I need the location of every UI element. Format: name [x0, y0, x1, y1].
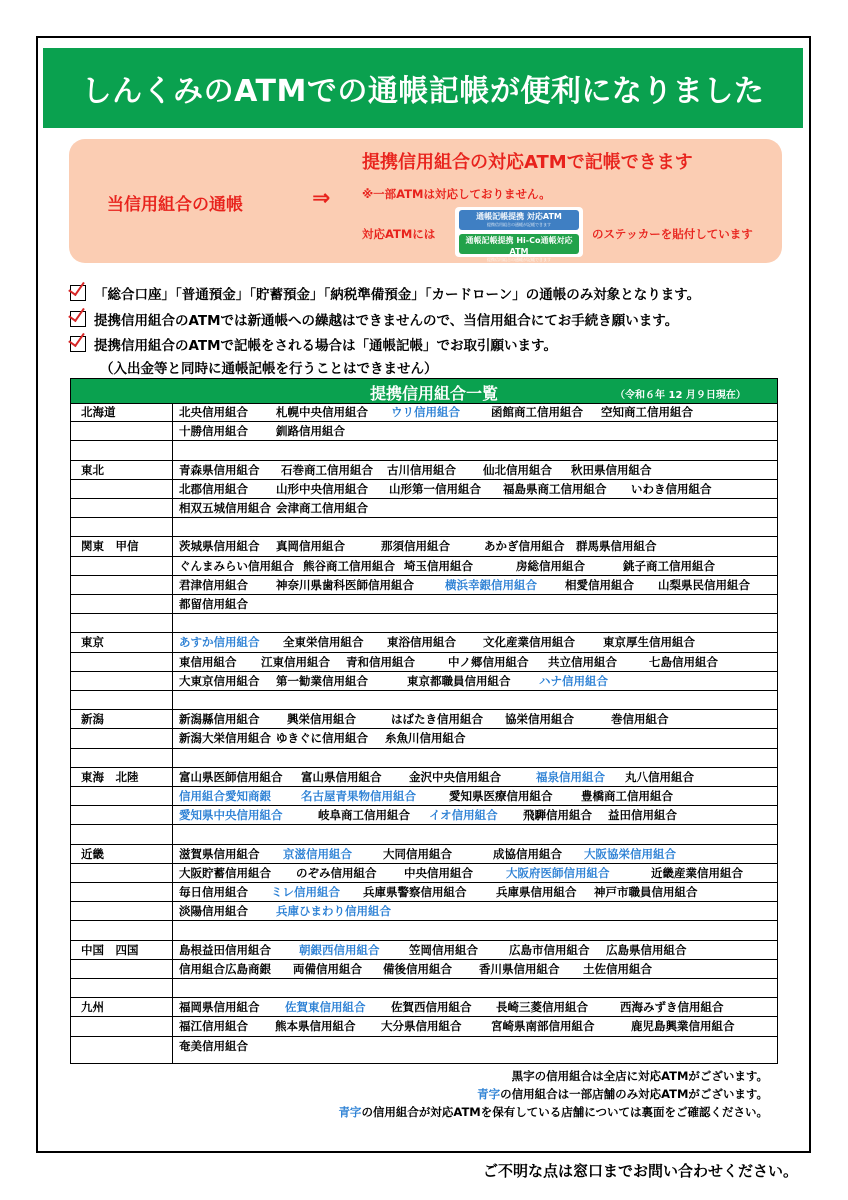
table-row [71, 633, 777, 652]
note-item [70, 309, 678, 329]
credit-union-name: 巻信用組合 [611, 712, 669, 727]
credit-union-name: 朝銀西信用組合 [299, 942, 380, 957]
credit-union-name: 山形中央信用組合 [276, 481, 368, 496]
note-item [70, 334, 557, 354]
credit-union-name: 石巻商工信用組合 [281, 462, 373, 477]
credit-union-name: 札幌中央信用組合 [276, 405, 368, 419]
credit-union-name: 近畿産業信用組合 [651, 865, 743, 880]
table-row [71, 941, 777, 960]
table-header [71, 379, 777, 404]
credit-union-name: 長崎三菱信用組合 [496, 1000, 588, 1015]
sticker-blue [459, 210, 579, 230]
credit-union-name: 丸八信用組合 [625, 769, 694, 784]
credit-union-name: 茨城県信用組合 [179, 539, 260, 554]
credit-union-name: 真岡信用組合 [276, 539, 345, 554]
credit-union-name: 毎日信用組合 [179, 885, 248, 899]
credit-union-name: 信用組合広島商銀 [179, 961, 271, 976]
footer-blue-word: 青字 [338, 1105, 362, 1119]
credit-union-name: 信用組合愛知商銀 [179, 789, 271, 803]
credit-union-name: 仙北信用組合 [483, 462, 552, 477]
credit-union-name: 滋賀県信用組合 [179, 846, 260, 861]
table-row [71, 422, 777, 441]
region-label: 新潟 [81, 712, 104, 727]
table-row [71, 787, 777, 806]
note-text: 提携信用組合のATMで記帳をされる場合は「通帳記帳」でお取引願います。 [94, 338, 557, 354]
credit-union-name: 淡陽信用組合 [179, 904, 248, 919]
credit-union-name: 埼玉信用組合 [404, 558, 473, 573]
credit-union-name: 鹿児島興業信用組合 [631, 1019, 735, 1034]
credit-union-name: 新潟縣信用組合 [179, 712, 260, 727]
footer-line-2-text: の信用組合は一部店舗のみ対応ATMがございます。 [500, 1087, 768, 1101]
atm-suffix: のステッカーを貼付しています [592, 227, 753, 241]
footer-line-3 [338, 1104, 768, 1120]
table-row [71, 960, 777, 979]
table-row [71, 729, 777, 748]
region-label: 東海 北陸 [81, 769, 139, 784]
closing-message: ご不明な点は窓口までお問い合わせください。 [482, 1162, 798, 1180]
table-row [71, 518, 777, 537]
footer-line-1-text: 黒字の信用組合は全店に対応ATMがございます。 [511, 1069, 768, 1083]
credit-union-name: 青和信用組合 [346, 654, 415, 669]
credit-union-name: 益田信用組合 [608, 808, 677, 823]
table-row [71, 825, 777, 844]
sticker-green [459, 234, 579, 262]
credit-union-name: 両備信用組合 [293, 961, 362, 976]
credit-union-name: 十勝信用組合 [179, 424, 248, 439]
credit-union-name: ハナ信用組合 [539, 673, 608, 688]
table-title: 提携信用組合一覧 [370, 384, 499, 403]
credit-union-name: 大東京信用組合 [179, 673, 260, 688]
title-banner [43, 48, 803, 128]
credit-union-name: 備後信用組合 [383, 961, 452, 976]
credit-union-name: 釧路信用組合 [276, 424, 345, 439]
credit-union-name: 大分県信用組合 [381, 1019, 462, 1034]
table-row [71, 614, 777, 633]
table-row [71, 672, 777, 691]
credit-union-name: 京滋信用組合 [283, 846, 352, 861]
table-row [71, 595, 777, 614]
table-row [71, 998, 777, 1017]
atm-prefix: 対応ATMには [362, 227, 436, 241]
credit-union-name: 文化産業信用組合 [483, 635, 575, 650]
credit-union-name: あすか信用組合 [179, 635, 260, 650]
credit-union-name: 第一勧業信用組合 [276, 673, 368, 688]
region-label: 関東 甲信 [81, 539, 139, 554]
table-row [71, 480, 777, 499]
arrow-icon: ⇒ [312, 186, 331, 211]
checkbox-icon [70, 336, 86, 352]
credit-union-name: 青森県信用組合 [179, 462, 260, 477]
credit-union-name: 富山県医師信用組合 [179, 769, 283, 784]
credit-union-name: 富山県信用組合 [301, 769, 382, 784]
credit-union-name: 成協信用組合 [493, 846, 562, 861]
table-row [71, 883, 777, 902]
credit-union-name: あかぎ信用組合 [484, 539, 565, 554]
promo-heading: 提携信用組合の対応ATMで記帳できます [362, 152, 693, 173]
credit-union-name: 興栄信用組合 [287, 712, 356, 727]
credit-union-name: 豊橋商工信用組合 [581, 789, 673, 803]
sticker-green-sub: 提携信用組合の通帳が記帳できます [487, 257, 551, 262]
credit-union-name: 糸魚川信用組合 [385, 731, 466, 746]
credit-union-name: 協栄信用組合 [505, 712, 574, 727]
sticker-blue-main: 通帳記帳提携 対応ATM [476, 212, 562, 221]
credit-union-name: ミレ信用組合 [271, 885, 340, 899]
credit-union-name: 大阪府医師信用組合 [506, 865, 610, 880]
table-row [71, 441, 777, 460]
credit-union-name: 島根益田信用組合 [179, 942, 271, 957]
credit-union-name: 広島市信用組合 [509, 942, 590, 957]
credit-union-name: 福島県商工信用組合 [503, 481, 607, 496]
credit-union-name: ウリ信用組合 [391, 405, 460, 419]
table-row [71, 557, 777, 576]
credit-union-name: 全東栄信用組合 [283, 635, 364, 650]
region-label: 中国 四国 [81, 942, 139, 957]
sticker-blue-sub: 提携信用組合の通帳が記帳できます [487, 222, 551, 227]
credit-union-name: 北郡信用組合 [179, 481, 248, 496]
credit-union-name: 中央信用組合 [404, 865, 473, 880]
credit-union-name: 佐賀東信用組合 [285, 1000, 366, 1015]
note-text: 提携信用組合のATMでは新通帳への繰越はできませんので、当信用組合にてお手続き願います。 [94, 313, 679, 329]
table-row [71, 403, 777, 422]
credit-union-name: 古川信用組合 [387, 462, 456, 477]
credit-union-name: 神戸市職員信用組合 [594, 885, 698, 899]
credit-union-name: 西海みずき信用組合 [620, 1000, 724, 1015]
checkbox-icon [70, 311, 86, 327]
credit-union-name: 兵庫県警察信用組合 [363, 885, 467, 899]
credit-union-name: いわき信用組合 [631, 481, 712, 496]
table-date: （令和６年 12 月９日現在） [615, 390, 746, 401]
region-label: 北海道 [81, 405, 116, 419]
credit-union-name: 宮崎県南部信用組合 [491, 1019, 595, 1034]
credit-union-name: ぐんまみらい信用組合 [179, 558, 294, 573]
credit-union-name: 土佐信用組合 [583, 961, 652, 976]
credit-union-name: 愛知県中央信用組合 [179, 808, 283, 823]
region-label: 東北 [81, 462, 104, 477]
credit-union-name: 東京厚生信用組合 [603, 635, 695, 650]
table-row [71, 1037, 777, 1056]
credit-union-name: 笠岡信用組合 [409, 942, 478, 957]
credit-union-name: 都留信用組合 [179, 597, 248, 611]
credit-union-name: 山梨県民信用組合 [658, 577, 750, 592]
credit-union-name: 空知商工信用組合 [601, 405, 693, 419]
sticker-green-main: 通帳記帳提携 Hi-Co通帳対応ATM [465, 236, 573, 256]
credit-union-name: 神奈川県歯科医師信用組合 [276, 577, 414, 592]
credit-union-name: 香川県信用組合 [479, 961, 560, 976]
credit-union-name: 新潟大栄信用組合 [179, 731, 271, 746]
credit-union-name: 東信用組合 [179, 654, 237, 669]
credit-union-name: はばたき信用組合 [391, 712, 483, 727]
footer-blue-word: 青字 [477, 1087, 501, 1101]
credit-union-name: 東浴信用組合 [387, 635, 456, 650]
credit-union-name: 群馬県信用組合 [576, 539, 657, 554]
credit-union-name: 函館商工信用組合 [491, 405, 583, 419]
own-passbook-label: 当信用組合の通帳 [107, 195, 243, 215]
table-row [71, 749, 777, 768]
credit-union-name: 七島信用組合 [649, 654, 718, 669]
credit-union-name: 横浜幸銀信用組合 [445, 577, 537, 592]
credit-union-name: 佐賀西信用組合 [391, 1000, 472, 1015]
credit-union-name: 相愛信用組合 [565, 577, 634, 592]
table-row [71, 710, 777, 729]
sticker-image [455, 207, 583, 262]
table-row [71, 845, 777, 864]
promo-note: ※一部ATMは対応しておりません。 [362, 187, 551, 201]
region-label: 東京 [81, 635, 104, 650]
table-row [71, 1017, 777, 1036]
credit-union-name: 岐阜商工信用組合 [318, 808, 410, 823]
credit-union-name: 兵庫ひまわり信用組合 [276, 904, 391, 919]
credit-union-name: 熊本県信用組合 [275, 1019, 356, 1034]
credit-union-name: 会津商工信用組合 [276, 501, 368, 515]
credit-union-name: 大同信用組合 [383, 846, 452, 861]
credit-union-name: 那須信用組合 [381, 539, 450, 554]
table-row [71, 806, 777, 825]
credit-union-name: 名古屋青果物信用組合 [301, 789, 416, 803]
credit-union-name: 熊谷商工信用組合 [303, 558, 395, 573]
credit-union-name: のぞみ信用組合 [296, 865, 377, 880]
credit-union-name: 東京都職員信用組合 [407, 673, 511, 688]
credit-union-name: 飛騨信用組合 [523, 808, 592, 823]
footer-line-1 [512, 1068, 768, 1084]
checkbox-icon [70, 285, 86, 301]
credit-union-name: イオ信用組合 [429, 808, 498, 823]
table-row [71, 921, 777, 940]
table-row [71, 576, 777, 595]
union-list-table [70, 378, 778, 1064]
credit-union-name: 愛知県医療信用組合 [449, 789, 553, 803]
credit-union-name: 奄美信用組合 [179, 1038, 248, 1053]
credit-union-name: 相双五城信用組合 [179, 501, 271, 515]
credit-union-name: 君津信用組合 [179, 577, 248, 592]
note-text: 「総合口座」「普通預金」「貯蓄預金」「納税準備預金」「カードローン」の通帳のみ対象となります。 [94, 287, 701, 303]
credit-union-name: 北央信用組合 [179, 405, 248, 419]
note-indent: （入出金等と同時に通帳記帳を行うことはできません） [100, 361, 438, 377]
credit-union-name: 山形第一信用組合 [389, 481, 481, 496]
credit-union-name: 秋田県信用組合 [571, 462, 652, 477]
credit-union-name: 大阪貯蓄信用組合 [179, 865, 271, 880]
table-row [71, 979, 777, 998]
credit-union-name: 福泉信用組合 [536, 769, 605, 784]
credit-union-name: 福江信用組合 [179, 1019, 248, 1034]
table-row [71, 461, 777, 480]
region-label: 近畿 [81, 846, 104, 861]
table-row [71, 902, 777, 921]
credit-union-name: 江東信用組合 [261, 654, 330, 669]
credit-union-name: 中ノ郷信用組合 [448, 654, 529, 669]
table-row [71, 864, 777, 883]
table-row [71, 768, 777, 787]
credit-union-name: ゆきぐに信用組合 [276, 731, 368, 746]
credit-union-name: 福岡県信用組合 [179, 1000, 260, 1015]
credit-union-name: 広島県信用組合 [606, 942, 687, 957]
page-title: しんくみのATMでの通帳記帳が便利になりました [81, 74, 765, 109]
table-row [71, 653, 777, 672]
table-row [71, 691, 777, 710]
table-row [71, 537, 777, 556]
credit-union-name: 共立信用組合 [548, 654, 617, 669]
region-label: 九州 [81, 1000, 104, 1015]
credit-union-name: 兵庫県信用組合 [496, 885, 577, 899]
credit-union-name: 大阪協栄信用組合 [584, 846, 676, 861]
credit-union-name: 房総信用組合 [516, 558, 585, 573]
footer-line-3-text: の信用組合が対応ATMを保有している店舗については裏面をご確認ください。 [361, 1105, 768, 1119]
credit-union-name: 銚子商工信用組合 [623, 558, 715, 573]
table-row [71, 499, 777, 518]
footer-line-2 [477, 1086, 768, 1102]
credit-union-name: 金沢中央信用組合 [409, 769, 501, 784]
note-item [70, 283, 700, 303]
